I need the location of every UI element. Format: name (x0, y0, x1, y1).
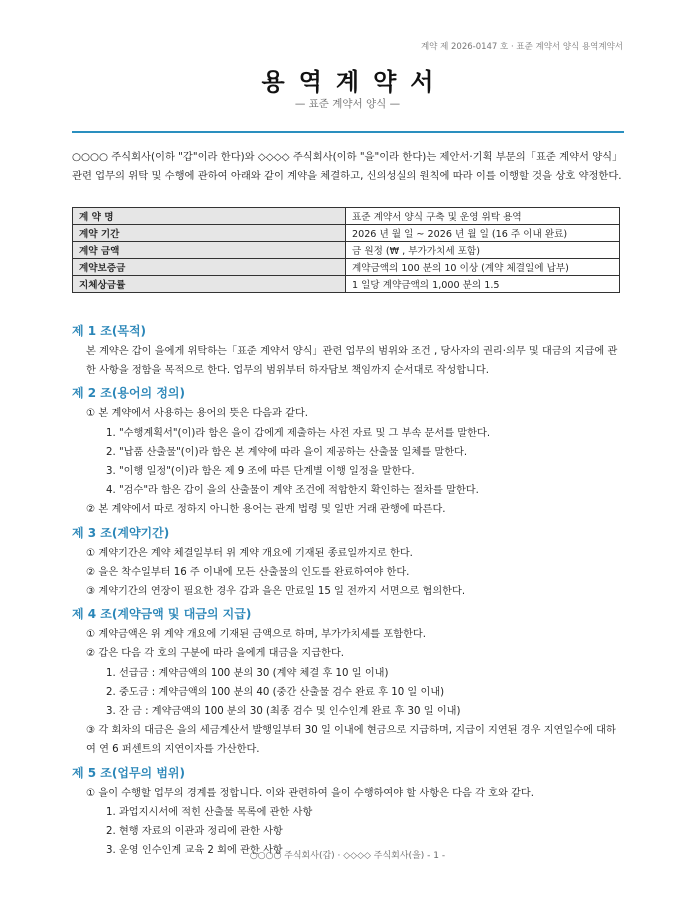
clause: ② 본 계약에서 따로 정하지 아니한 용어는 관계 법령 및 일반 거래 관행에 따른다. (86, 504, 446, 516)
article-text: 본 계약은 갑이 을에게 위탁하는「표준 계약서 양식」관련 업무의 범위와 조건 , 당사자의 권리·의무 및 대금의 지급에 관한 사항을 정함을 목적으로 한다. 업무의 범위부터 하자담보 책임까지 순서대로 작성합니다. (86, 346, 618, 377)
row-label: 계약보증금 (73, 259, 346, 276)
table-row (73, 259, 620, 276)
list-item: 1. "수행계획서"(이)라 함은 을이 갑에게 제출하는 사전 자료 및 그 부속 문서를 말한다. (106, 427, 491, 439)
document-subtitle: — 표준 계약서 양식 — (294, 98, 401, 110)
list-item: 1. 선급금 : 계약금액의 100 분의 30 (계약 체결 후 10 일 이내) (106, 667, 389, 679)
intro-paragraph: ○○○○ 주식회사(이하 "갑"이라 한다)와 ◇◇◇◇ 주식회사(이하 "을"이라 한다)는 제안서·기획 부문의「표준 계약서 양식」관련 업무의 위탁 및 수행에 관하여 아래와 같이 계약을 체결하고, 신의성실의 원칙에 따라 이를 이행할 것을 상호 약정한다. (72, 151, 623, 182)
row-label: 지체상금률 (73, 276, 346, 293)
row-value: 계약금액의 100 분의 10 이상 (계약 체결일에 납부) (346, 259, 620, 276)
contract-summary-table (72, 207, 620, 293)
clause: ② 을은 착수일부터 16 주 이내에 모든 산출물의 인도를 완료하여야 한다. (86, 566, 410, 578)
list-item: 2. 중도금 : 계약금액의 100 분의 40 (중간 산출물 검수 완료 후 10 일 이내) (106, 686, 445, 698)
row-value: 표준 계약서 양식 구축 및 운영 위탁 용역 (346, 208, 620, 225)
row-label: 계 약 명 (73, 208, 346, 225)
list-item: 1. 과업지시서에 적힌 산출물 목록에 관한 사항 (106, 806, 313, 818)
list-item: 3. "이행 일정"(이)라 함은 제 9 조에 따른 단계별 이행 일정을 말한다. (106, 466, 415, 478)
article-1 (72, 320, 624, 380)
document-title: 용역계약서 (261, 68, 448, 96)
row-label: 계약 금액 (73, 242, 346, 259)
article-3 (72, 522, 624, 602)
article-heading: 제 4 조(계약금액 및 대금의 지급) (72, 607, 252, 622)
article-5 (72, 762, 624, 861)
clause: ① 계약기간은 계약 체결일부터 위 계약 개요에 기재된 종료일까지로 한다. (86, 547, 413, 559)
list-item: 2. 현행 자료의 이관과 정리에 관한 사항 (106, 826, 283, 838)
document-header-meta: 계약 제 2026-0147 호 · 표준 계약서 양식 용역계약서 (420, 42, 623, 52)
row-value: 금 원정 (₩ , 부가가치세 포함) (346, 242, 620, 259)
title-divider (72, 131, 624, 133)
clause: ① 본 계약에서 사용하는 용어의 뜻은 다음과 같다. (86, 408, 309, 420)
article-heading: 제 1 조(목적) (72, 324, 147, 338)
table-row (73, 208, 620, 225)
page-footer: ○○○○ 주식회사(갑) · ◇◇◇◇ 주식회사(을) - 1 - (249, 851, 446, 861)
list-item: 3. 잔 금 : 계약금액의 100 분의 30 (최종 검수 및 인수인계 완료 후 30 일 이내) (106, 706, 461, 718)
list-item: 3. 운영 인수인계 교육 2 회에 관한 사항 (106, 845, 283, 857)
row-value: 1 일당 계약금액의 1,000 분의 1.5 (346, 276, 620, 293)
row-label: 계약 기간 (73, 225, 346, 242)
list-item: 2. "납품 산출물"(이)라 함은 본 계약에 따라 을이 제공하는 산출물 일체를 말한다. (106, 446, 468, 458)
article-heading: 제 3 조(계약기간) (72, 525, 170, 540)
clause: ③ 계약기간의 연장이 필요한 경우 갑과 을은 만료일 15 일 전까지 서면으로 협의한다. (86, 586, 466, 598)
clause: ③ 각 회차의 대금은 을의 세금계산서 발행일부터 30 일 이내에 현금으로 지급하며, 지급이 지연된 경우 지연일수에 대하여 연 6 퍼센트의 지연이자를 가산한다. (86, 725, 616, 756)
article-2 (72, 382, 624, 519)
row-value: 2026 년 월 일 ~ 2026 년 월 일 (16 주 이내 완료) (346, 225, 620, 242)
list-item: 4. "검수"라 함은 갑이 을의 산출물이 계약 조건에 적합한지 확인하는 절차를 말한다. (106, 485, 479, 497)
article-heading: 제 5 조(업무의 범위) (72, 765, 185, 780)
clause: ① 을이 수행할 업무의 경계를 정합니다. 이와 관련하여 을이 수행하여야 할 사항은 다음 각 호와 같다. (86, 787, 534, 799)
clause: ① 계약금액은 위 계약 개요에 기재된 금액으로 하며, 부가가치세를 포함한다. (86, 629, 426, 641)
clause: ② 갑은 다음 각 호의 구분에 따라 을에게 대금을 지급한다. (86, 648, 345, 660)
table-row (73, 276, 620, 293)
contract-body (72, 320, 624, 860)
table-row (73, 225, 620, 242)
article-4 (72, 603, 624, 759)
article-heading: 제 2 조(용어의 정의) (72, 386, 185, 401)
table-row (73, 242, 620, 259)
